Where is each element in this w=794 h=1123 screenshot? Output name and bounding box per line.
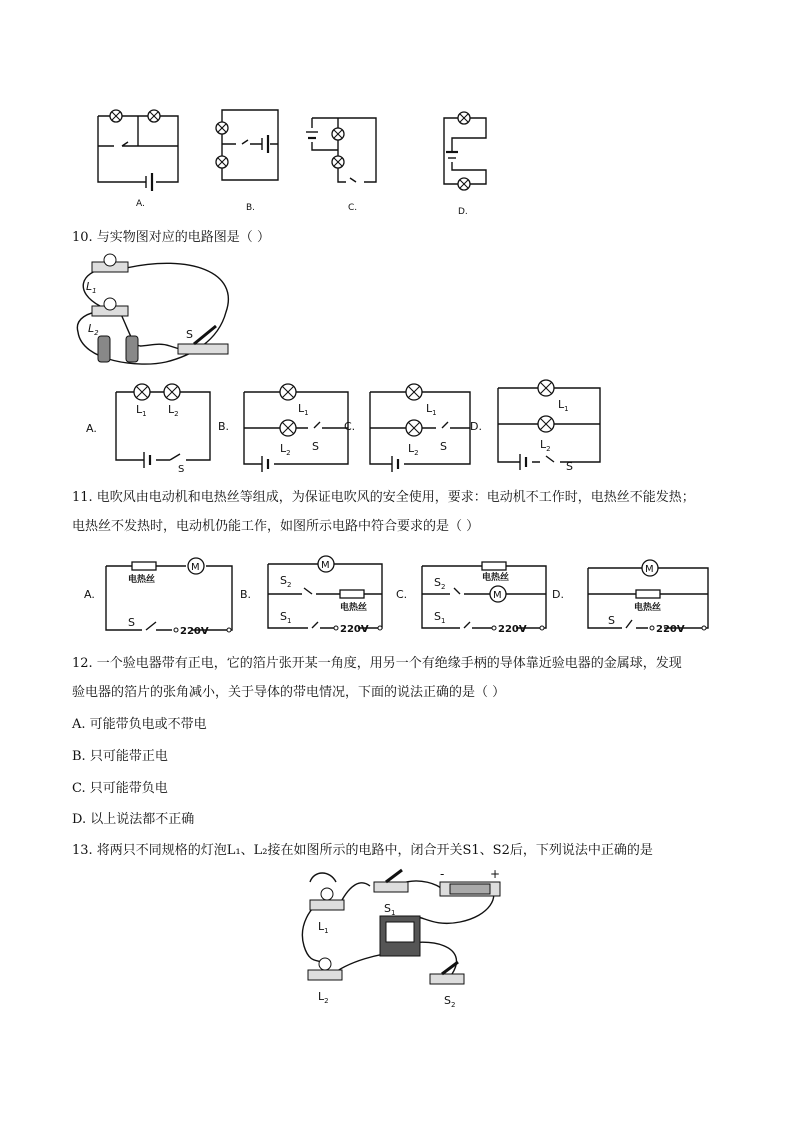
q9-diagram-d: [432, 104, 502, 217]
svg-text:S1: $S_1$: [384, 902, 396, 917]
svg-text:S: S: [178, 464, 185, 475]
q10-label-b: B.: [218, 420, 230, 433]
q9-diagram-c: [302, 104, 392, 214]
q11-diagram-c: [396, 556, 556, 636]
svg-text:电热丝: 电热丝: [634, 603, 662, 613]
q11-diagram-d: [552, 556, 712, 636]
svg-text:S2: $S_2$: [280, 574, 292, 589]
q12-option-a: A. 可能带负电或不带电: [72, 717, 207, 732]
svg-text:M: M: [493, 590, 502, 601]
q10-diagram-c: [344, 380, 474, 474]
q11-label-d: D.: [552, 588, 564, 601]
svg-text:S: S: [608, 614, 615, 627]
q9-label-c: C.: [348, 203, 358, 213]
q10-label-a: A.: [86, 422, 97, 435]
svg-text:L2: $L_2$: [280, 442, 291, 457]
q10-label-c: C.: [344, 420, 356, 433]
q10-photo-l2: $L_2$: [88, 322, 99, 337]
svg-text:L1: $L_1$: [298, 402, 309, 417]
q13-photo: [290, 866, 520, 1012]
q9-label-a: A.: [136, 199, 145, 209]
q10-diagram-a: [86, 380, 216, 475]
svg-text:220V: 220V: [656, 624, 685, 635]
svg-text:M: M: [191, 562, 200, 573]
q11-label-c: C.: [396, 588, 408, 601]
svg-text:S1: $S_1$: [280, 610, 292, 625]
svg-text:M: M: [645, 564, 654, 575]
svg-text:电热丝: 电热丝: [482, 573, 510, 583]
svg-text:-: -: [440, 867, 445, 881]
svg-text:L1: $L_1$: [558, 398, 569, 413]
svg-text:220V: 220V: [180, 626, 209, 637]
svg-text:L2: $L_2$: [540, 438, 551, 453]
svg-text:L2: $L_2$: [408, 442, 419, 457]
svg-text:电热丝: 电热丝: [128, 575, 156, 585]
q12-stem-line2: 验电器的箔片的张角减小，关于导体的带电情况，下面的说法正确的是（ ）: [72, 685, 506, 700]
q10-diagram-b: [218, 380, 348, 474]
q11-diagram-a: [84, 556, 244, 638]
q12-option-b: B. 只可能带正电: [72, 749, 168, 764]
q10-photo-l1: $L_1$: [86, 280, 97, 295]
q10-photo: [70, 252, 250, 382]
svg-text:M: M: [321, 560, 330, 571]
svg-text:电热丝: 电热丝: [340, 603, 368, 613]
svg-text:+: +: [490, 867, 501, 881]
svg-text:S: S: [312, 440, 319, 453]
svg-text:L2: $L_2$: [168, 403, 179, 418]
svg-text:220V: 220V: [340, 624, 369, 635]
svg-text:220V: 220V: [498, 624, 527, 635]
q9-diagram-a: [92, 104, 192, 214]
q9-label-b: B.: [246, 203, 256, 213]
q11-label-b: B.: [240, 588, 252, 601]
q10-photo-s: S: [186, 328, 193, 341]
q10-stem: 10. 与实物图对应的电路图是（ ）: [72, 230, 270, 245]
q10-label-d: D.: [470, 420, 482, 433]
svg-text:L1: $L_1$: [426, 402, 437, 417]
q9-label-d: D.: [458, 207, 468, 217]
svg-text:S1: $S_1$: [434, 610, 446, 625]
svg-text:S: S: [566, 460, 573, 473]
svg-text:L2: $L_2$: [318, 990, 329, 1005]
svg-text:S2: $S_2$: [444, 994, 456, 1009]
q10-diagram-d: [470, 376, 610, 473]
svg-text:L1: $L_1$: [318, 920, 329, 935]
svg-text:S: S: [440, 440, 447, 453]
svg-text:S: S: [128, 616, 135, 629]
q9-diagram-b: [212, 104, 292, 214]
q13-stem: 13. 将两只不同规格的灯泡L₁、L₂接在如图所示的电路中，闭合开关S1、S2后，下列说法中正确的是: [72, 843, 653, 858]
q11-diagram-b: [240, 552, 400, 636]
q11-stem-line2: 电热丝不发热时，电动机仍能工作，如图所示电路中符合要求的是（ ）: [72, 519, 480, 534]
q12-option-c: C. 只可能带负电: [72, 781, 168, 796]
svg-text:L1: $L_1$: [136, 403, 147, 418]
q11-stem-line1: 11. 电吹风由电动机和电热丝等组成，为保证电吹风的安全使用，要求：电动机不工作时，电热丝不能发热；: [72, 490, 695, 505]
q12-option-d: D. 以上说法都不正确: [72, 812, 195, 827]
q11-label-a: A.: [84, 588, 95, 601]
q12-stem-line1: 12. 一个验电器带有正电，它的箔片张开某一角度，用另一个有绝缘手柄的导体靠近验电器的金属球，发现: [72, 656, 682, 671]
svg-text:S2: $S_2$: [434, 576, 446, 591]
